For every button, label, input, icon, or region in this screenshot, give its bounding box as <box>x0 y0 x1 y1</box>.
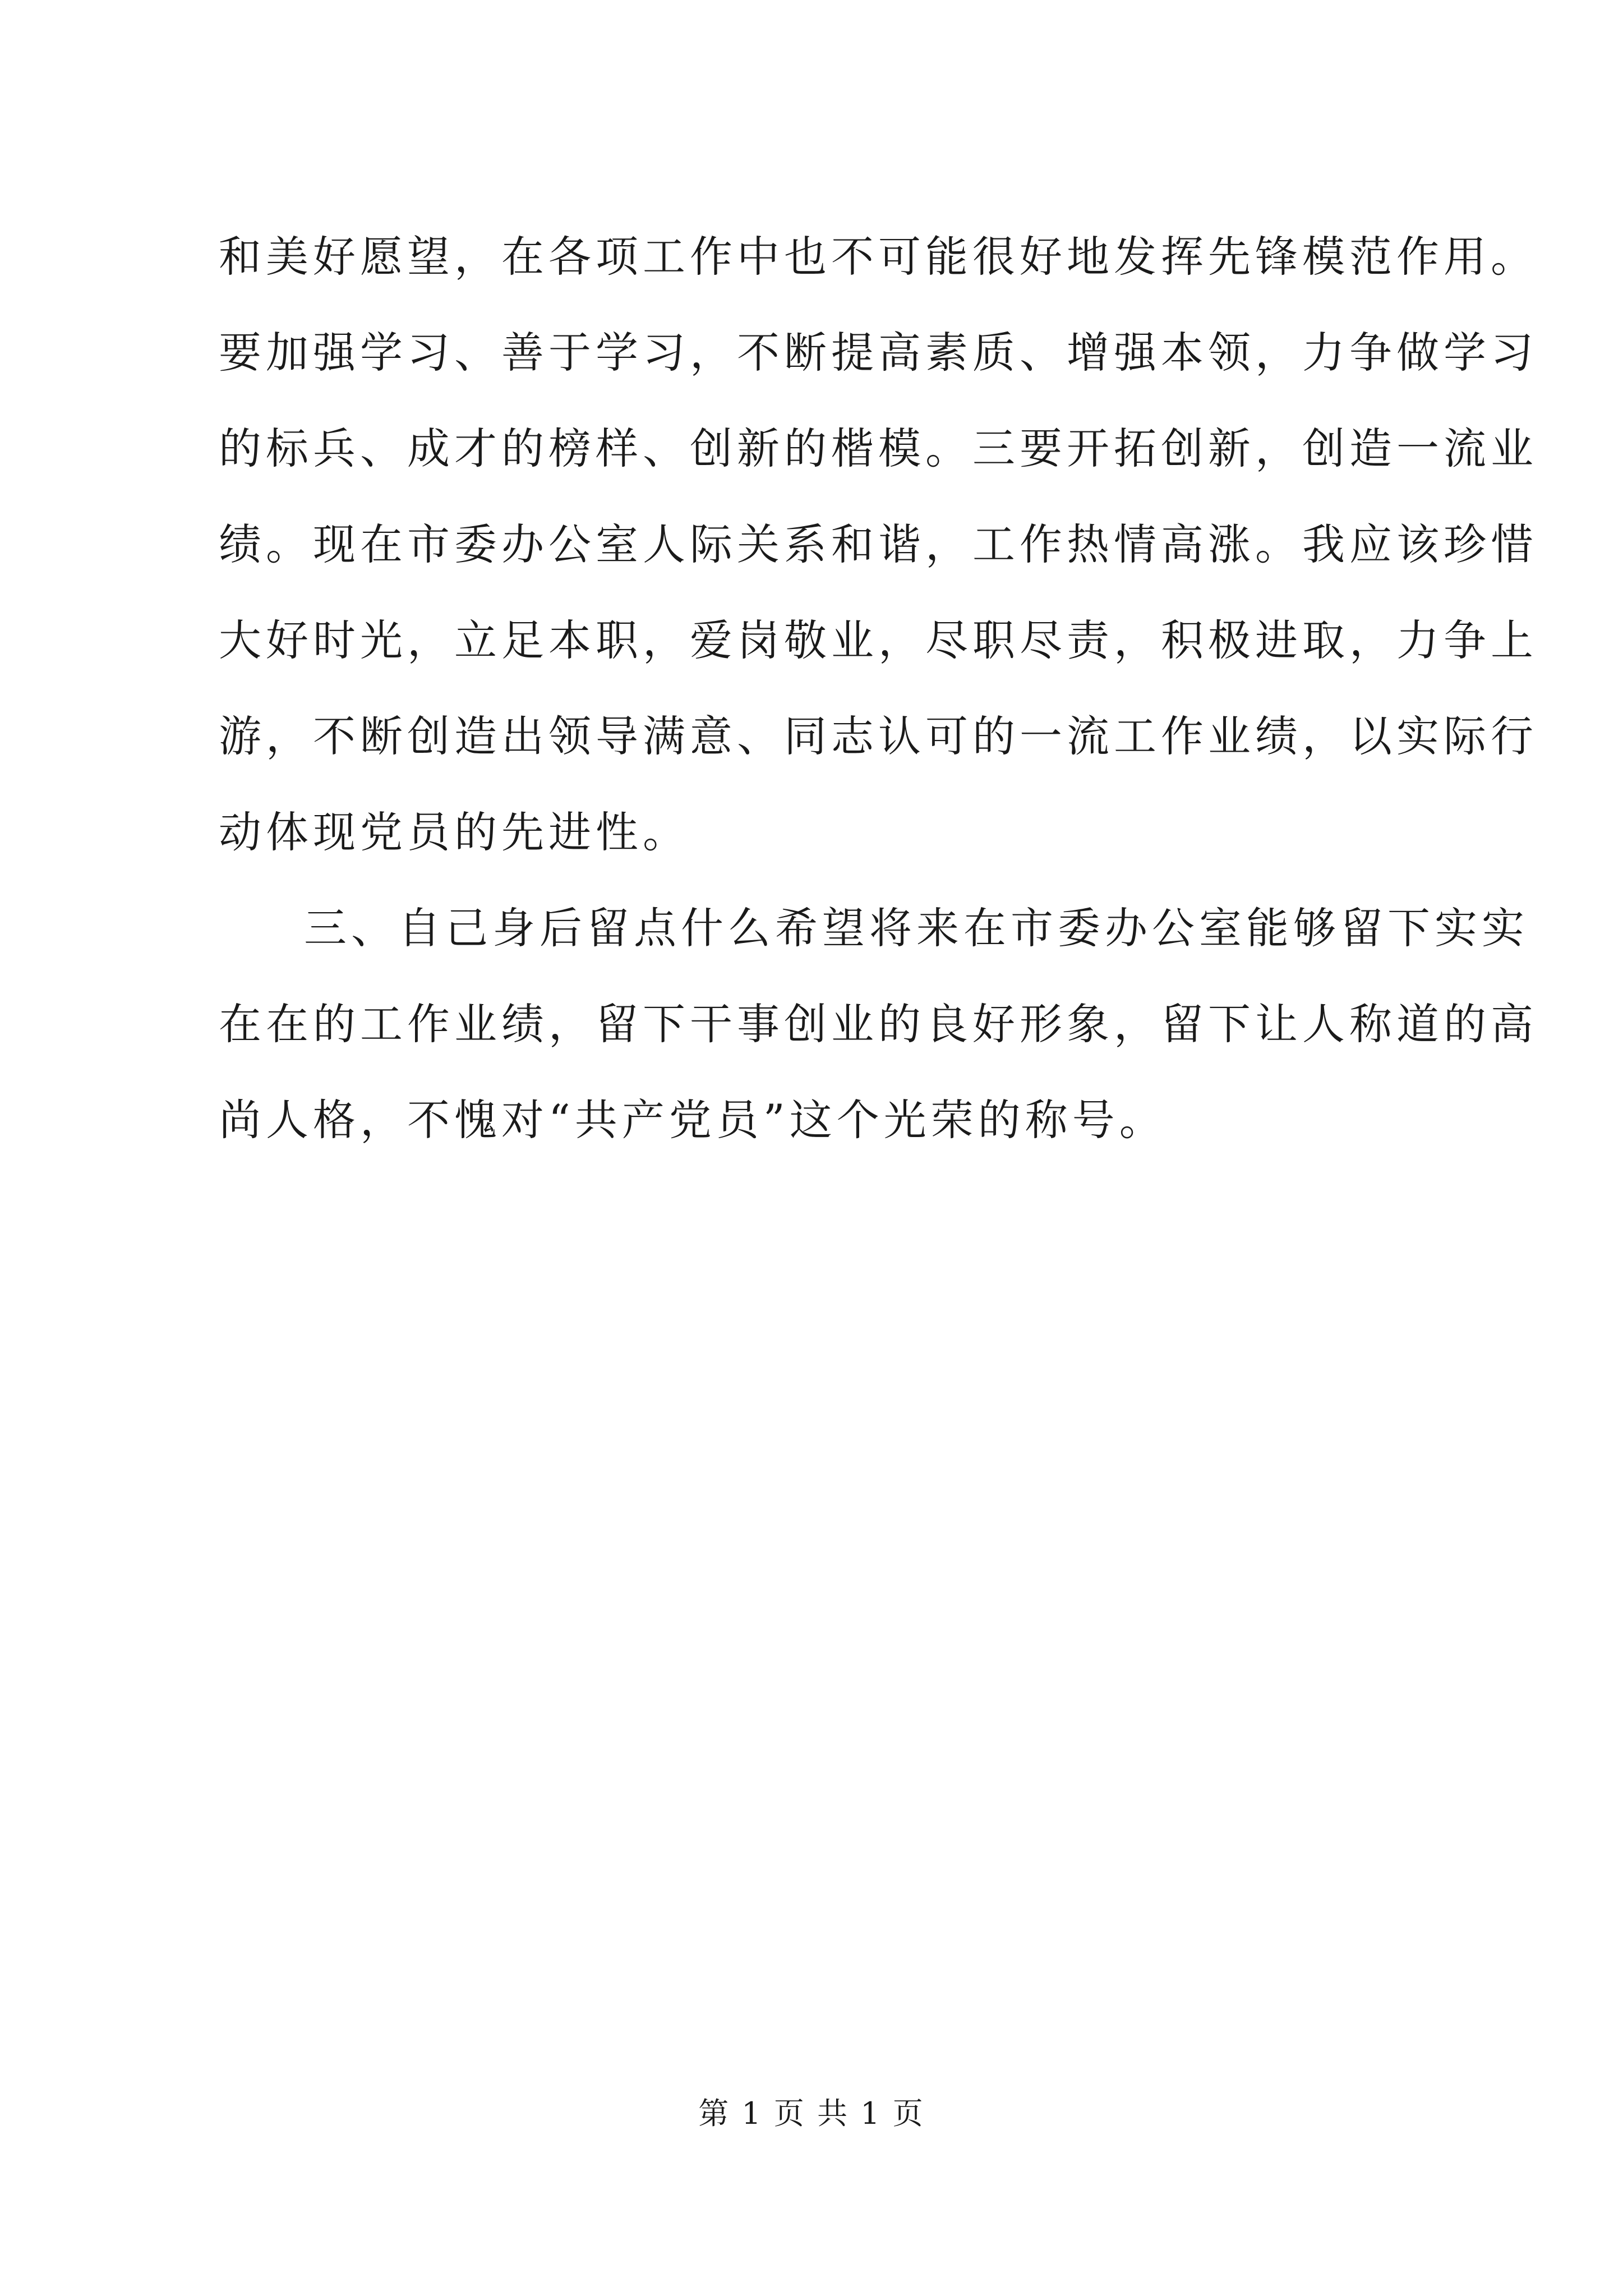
text-line: 游，不断创造出领导满意、同志认可的一流工作业绩，以实际行 <box>219 711 1538 761</box>
text-line: 的标兵、成才的榜样、创新的楷模。三要开拓创新，创造一流业 <box>219 424 1538 473</box>
page-number-footer: 第 1 页 共 1 页 <box>698 2096 925 2131</box>
text-line: 要加强学习、善于学习，不断提高素质、增强本领，力争做学习 <box>219 328 1538 378</box>
text-line: 和美好愿望，在各项工作中也不可能很好地发挥先锋模范作用。 <box>219 232 1538 282</box>
document-body <box>219 209 1538 1168</box>
paragraph-1 <box>219 209 1538 880</box>
paragraph-2 <box>219 880 1538 1168</box>
text-line: 尚人格，不愧对“共产党员”这个光荣的称号。 <box>219 1095 1166 1145</box>
text-line: 大好时光，立足本职，爱岗敬业，尽职尽责，积极进取，力争上 <box>219 615 1538 665</box>
text-line: 动体现党员的先进性。 <box>219 807 690 857</box>
text-line: 绩。现在市委办公室人际关系和谐，工作热情高涨。我应该珍惜 <box>219 519 1538 569</box>
text-line: 在在的工作业绩，留下干事创业的良好形象，留下让人称道的高 <box>219 999 1538 1049</box>
text-line: 三、自己身后留点什么希望将来在市委办公室能够留下实实 <box>304 903 1529 953</box>
